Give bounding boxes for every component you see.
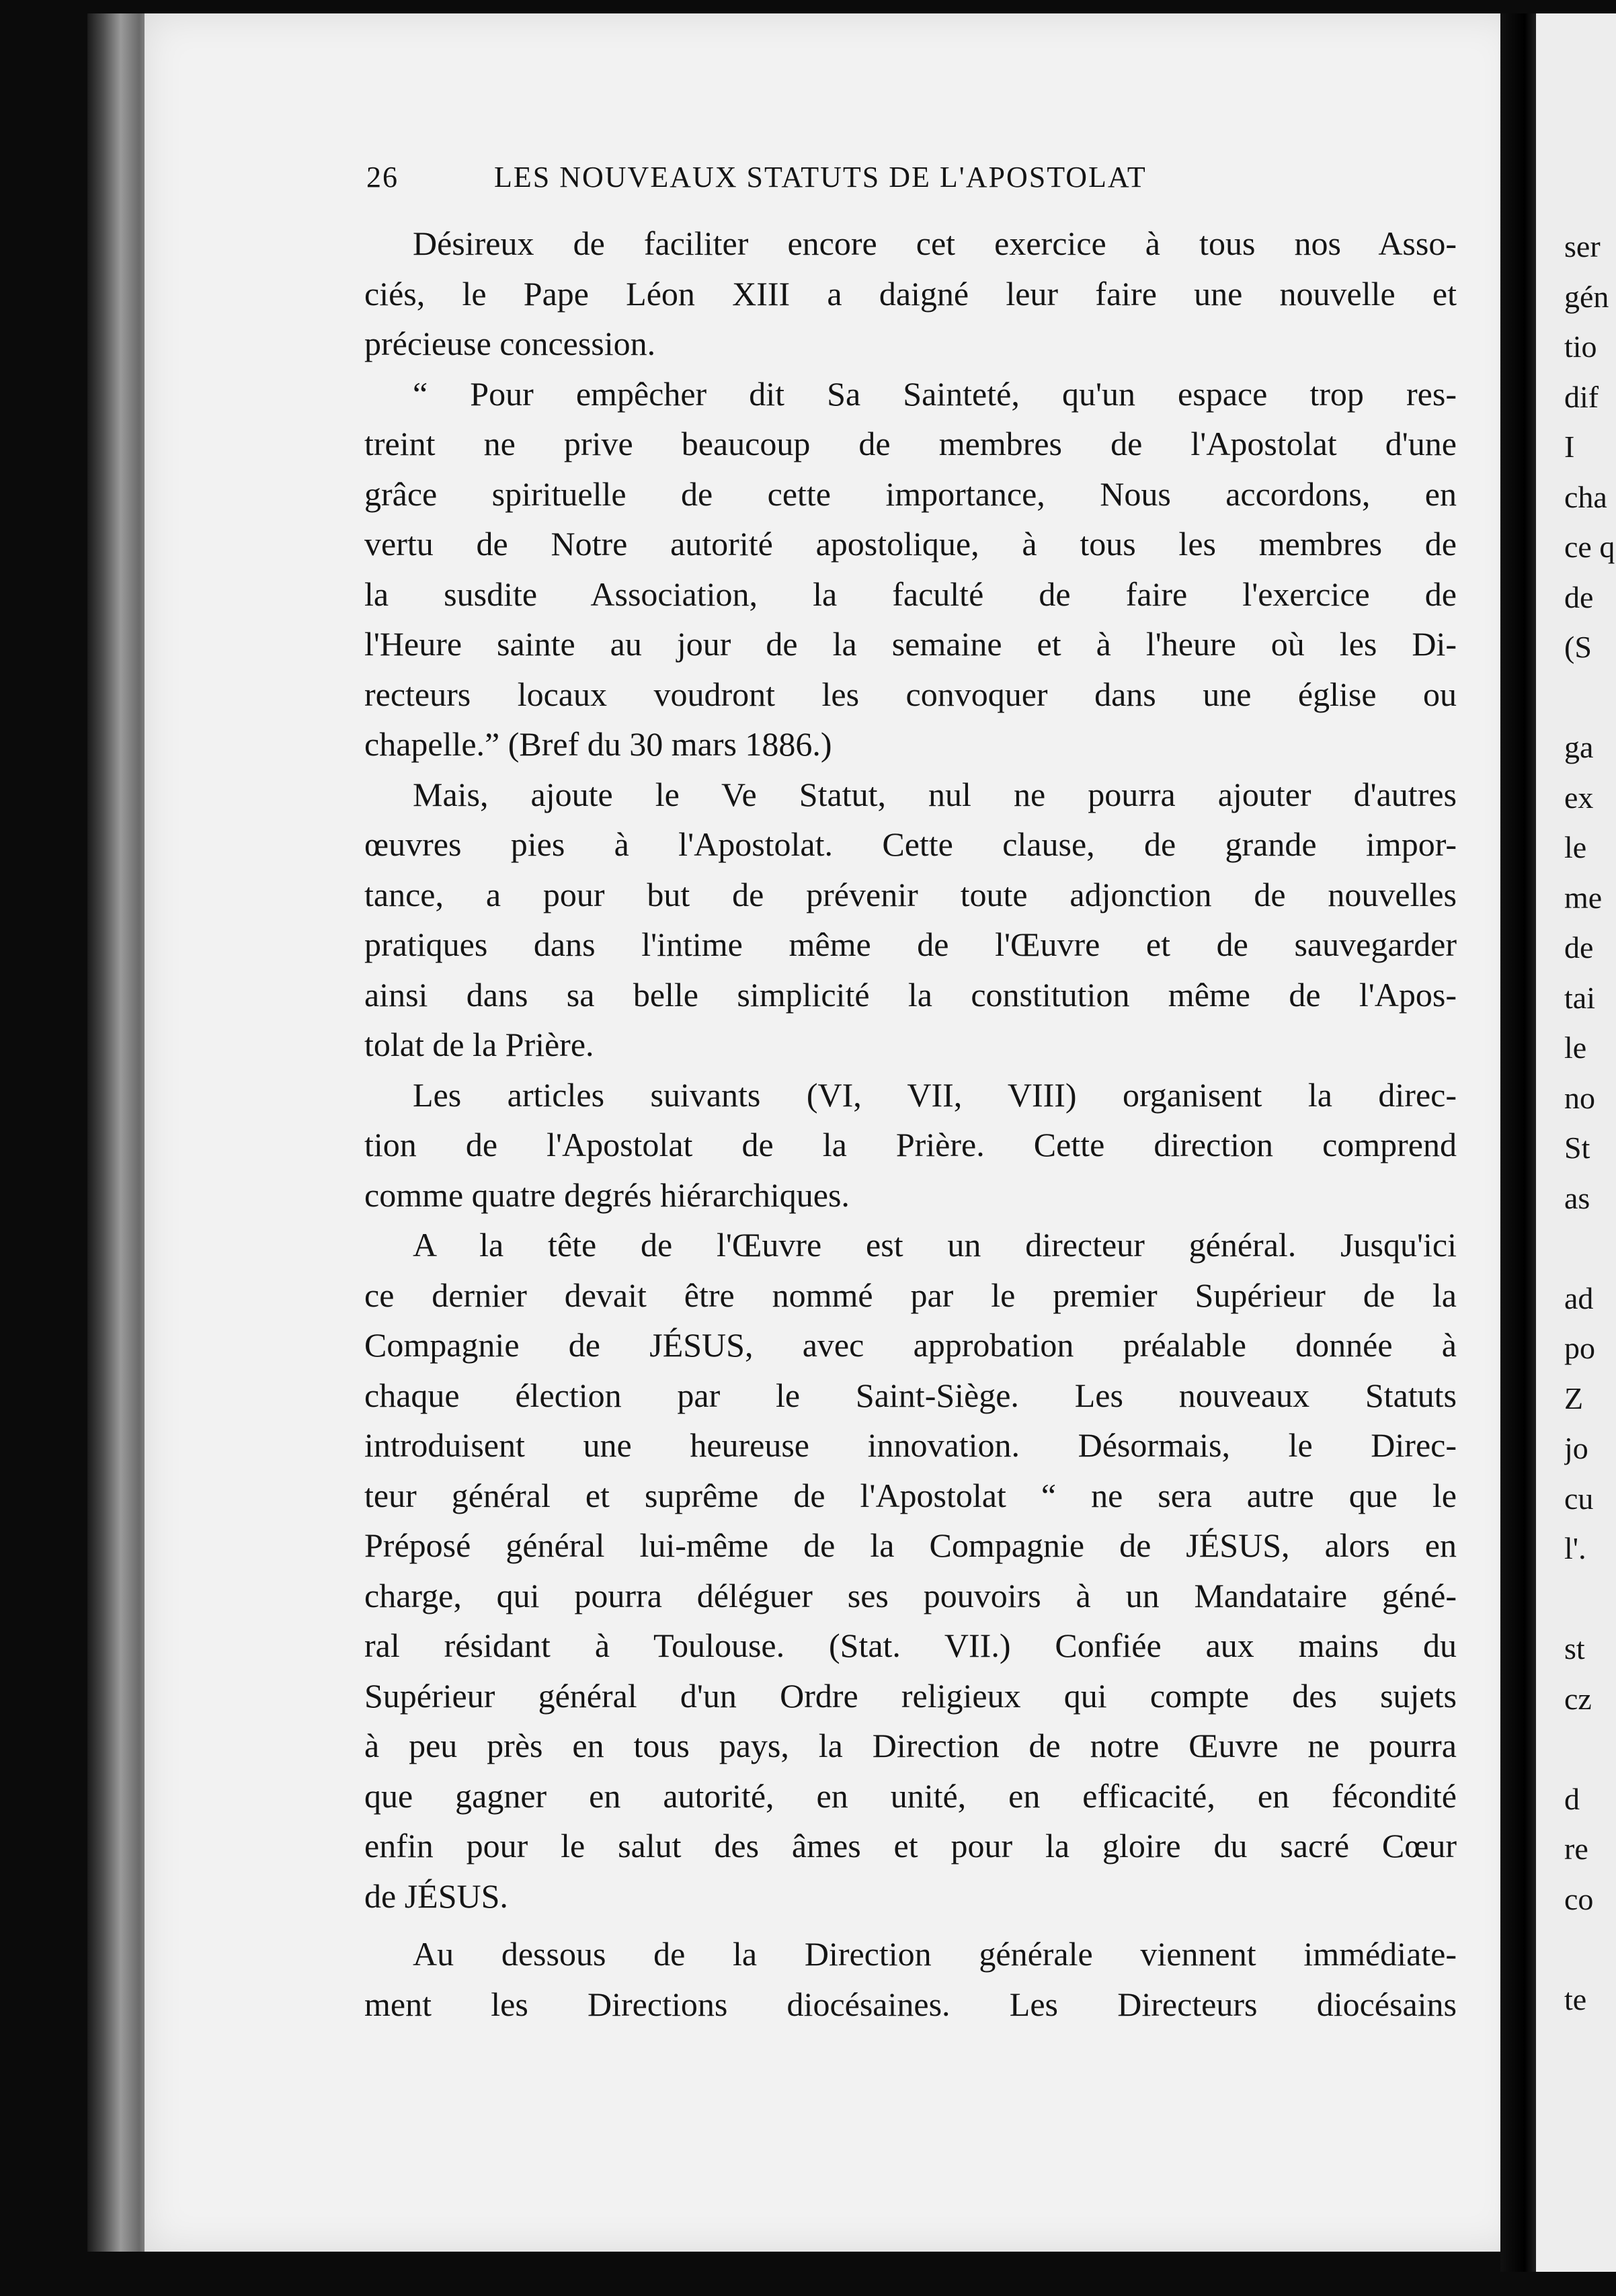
text-line: pratiques dans l'intime même de l'Œuvre et de sauvegarder: [364, 926, 1457, 963]
text-line: A la tête de l'Œuvre est un directeur général. Jusqu'ici: [413, 1226, 1457, 1264]
facing-page-fragment: de: [1564, 579, 1594, 614]
text-line: de JÉSUS.: [364, 1877, 508, 1915]
facing-page-fragment: re: [1564, 1832, 1588, 1866]
facing-page-fragment: st: [1564, 1631, 1585, 1666]
facing-page-fragment: le: [1564, 830, 1587, 864]
text-line: œuvres pies à l'Apostolat. Cette clause, de grande impor-: [364, 825, 1457, 863]
facing-page-fragment: I: [1564, 429, 1575, 464]
text-line: la susdite Association, la faculté de faire l'exercice de: [364, 575, 1457, 613]
text-line: ce dernier devait être nommé par le premier Supérieur de la: [364, 1276, 1457, 1314]
text-line: tolat de la Prière.: [364, 1026, 594, 1063]
text-line: Les articles suivants (VI, VII, VIII) organisent la direc-: [413, 1075, 1457, 1114]
facing-page-fragment: cz: [1564, 1681, 1592, 1716]
text-line: que gagner en autorité, en unité, en efficacité, en fécondité: [364, 1776, 1457, 1815]
text-line: Préposé général lui-même de la Compagnie de JÉSUS, alors en: [364, 1526, 1457, 1564]
facing-page-fragment: [1564, 1724, 1616, 1774]
running-title: LES NOUVEAUX STATUTS DE L'APOSTOLAT: [494, 161, 1147, 194]
text-line: chapelle.” (Bref du 30 mars 1886.): [364, 725, 832, 763]
text-line: tance, a pour but de prévenir toute adjonction de nouvelles: [364, 875, 1457, 913]
text-line: ciés, le Pape Léon XIII a daigné leur faire une nouvelle et: [364, 274, 1457, 313]
facing-page-fragment: ga: [1564, 730, 1594, 764]
text-line: treint ne prive beaucoup de membres de l'Apostolat d'une: [364, 425, 1457, 462]
facing-page-fragment: as: [1564, 1180, 1590, 1215]
text-line: Au dessous de la Direction générale viennent immédiate-: [413, 1935, 1457, 1973]
facing-page-fragment: ex: [1564, 780, 1594, 815]
text-line: chaque élection par le Saint-Siège. Les nouveaux Statuts: [364, 1376, 1457, 1414]
facing-page-fragment: dif: [1564, 379, 1599, 414]
text-line: comme quatre degrés hiérarchiques.: [364, 1176, 850, 1214]
facing-page-fragment: co: [1564, 1881, 1594, 1916]
text-line: enfin pour le salut des âmes et pour la gloire du sacré Cœur: [364, 1827, 1457, 1864]
facing-page-fragment: cha: [1564, 479, 1607, 514]
facing-page-fragment: ser: [1564, 229, 1601, 263]
facing-page-fragment: tio: [1564, 329, 1597, 364]
running-header: [366, 160, 1307, 200]
facing-page-fragment: jo: [1564, 1431, 1588, 1465]
facing-page-fragment: le: [1564, 1030, 1587, 1065]
facing-page-fragment: tai: [1564, 980, 1595, 1015]
paragraph-gap: [364, 1921, 1457, 1929]
text-line: ainsi dans sa belle simplicité la constitution même de l'Apos-: [364, 975, 1457, 1014]
facing-page-fragment: [1564, 673, 1616, 723]
text-line: ment les Directions diocésaines. Les Directeurs diocésains: [364, 1985, 1457, 2023]
facing-page-fragment: St: [1564, 1131, 1590, 1165]
facing-page-fragment: [1564, 1223, 1616, 1274]
facing-page-fragment: no: [1564, 1080, 1595, 1115]
facing-page-text: [1564, 222, 1616, 2024]
text-line: introduisent une heureuse innovation. Désormais, le Direc-: [364, 1426, 1457, 1464]
facing-page-fragment: me: [1564, 880, 1603, 915]
text-line: Désireux de faciliter encore cet exercice à tous nos Asso-: [413, 224, 1457, 262]
page-number: 26: [366, 161, 399, 194]
text-line: recteurs locaux voudront les convoquer dans une église ou: [364, 675, 1457, 713]
text-line: charge, qui pourra déléguer ses pouvoirs à un Mandataire géné-: [364, 1576, 1457, 1614]
facing-page-fragment: (S: [1564, 630, 1592, 664]
facing-page-fragment: po: [1564, 1331, 1595, 1365]
book-gutter: [1500, 13, 1541, 2272]
text-line: vertu de Notre autorité apostolique, à tous les membres de: [364, 525, 1457, 563]
facing-page-fragment: te: [1564, 1981, 1587, 2016]
facing-page-fragment: ce q: [1564, 530, 1615, 564]
body-text: [364, 218, 1457, 2029]
facing-page-fragment: [1564, 1924, 1616, 1975]
facing-page-fragment: ad: [1564, 1280, 1594, 1315]
facing-page-fragment: d: [1564, 1781, 1580, 1816]
text-line: précieuse concession.: [364, 325, 656, 362]
text-line: grâce spirituelle de cette importance, Nous accordons, en: [364, 475, 1457, 513]
text-line: Supérieur général d'un Ordre religieux qui compte des sujets: [364, 1676, 1457, 1715]
facing-page-fragment: Z: [1564, 1381, 1584, 1416]
text-line: “ Pour empêcher dit Sa Sainteté, qu'un espace trop res-: [413, 374, 1457, 413]
facing-page-fragment: l'.: [1564, 1531, 1586, 1565]
text-line: Compagnie de JÉSUS, avec approbation préalable donnée à: [364, 1326, 1457, 1364]
facing-page-fragment: de: [1564, 930, 1594, 965]
facing-page-fragment: gén: [1564, 279, 1609, 314]
facing-page-fragment: [1564, 1574, 1616, 1625]
text-line: Mais, ajoute le Ve Statut, nul ne pourra ajouter d'autres: [413, 775, 1457, 813]
text-line: l'Heure sainte au jour de la semaine et à l'heure où les Di-: [364, 625, 1457, 663]
facing-page-fragment: cu: [1564, 1481, 1594, 1516]
text-line: ral résidant à Toulouse. (Stat. VII.) Confiée aux mains du: [364, 1627, 1457, 1664]
text-line: teur général et suprême de l'Apostolat “ ne sera autre que le: [364, 1476, 1457, 1514]
text-line: tion de l'Apostolat de la Prière. Cette direction comprend: [364, 1126, 1457, 1163]
text-line: à peu près en tous pays, la Direction de notre Œuvre ne pourra: [364, 1727, 1457, 1764]
